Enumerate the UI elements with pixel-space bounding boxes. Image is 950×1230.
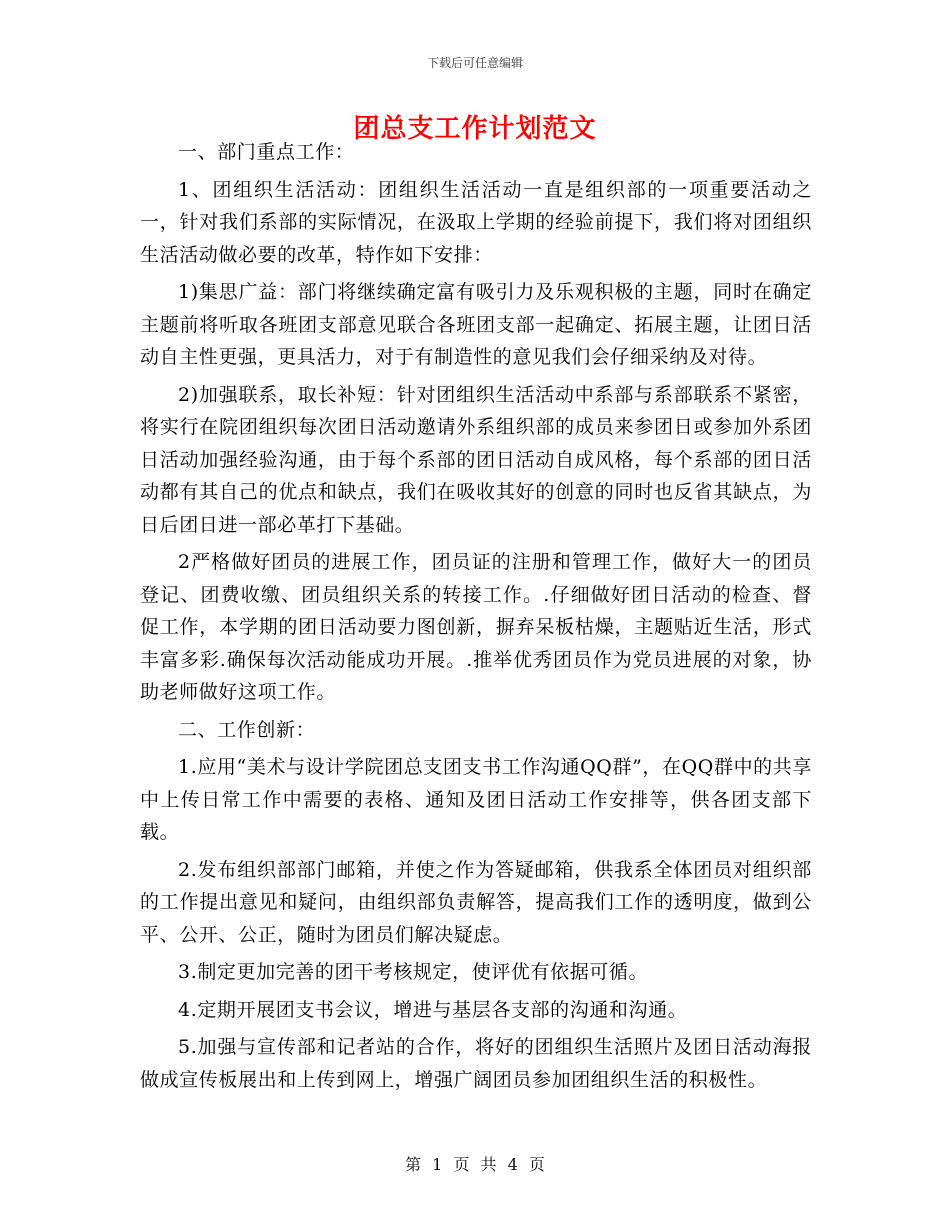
- section-heading-key-work: 一、部门重点工作：: [178, 141, 355, 163]
- paragraph-brainstorm: 1)集思广益：部门将继续确定富有吸引力及乐观积极的主题，同时在确定主题前将听取各班团支部意见联合各班团支部一起确定、拓展主题，让团日活动自主性更强，更具活力，对于有制造性的意见我们会仔细采纳及对待。: [140, 281, 812, 368]
- document-title: 团总支工作计划范文: [353, 114, 597, 144]
- paragraph-publicity-cooperation: 5.加强与宣传部和记者站的合作，将好的团组织生活照片及团日活动海报做成宣传板展出和上传到网上，增强广阔团员参加团组织生活的积极性。: [140, 1036, 812, 1091]
- paragraph-assessment-rules: 3.制定更加完善的团干考核规定，使评优有依据可循。: [178, 961, 649, 983]
- paragraph-mailbox: 2.发布组织部部门邮箱，并使之作为答疑邮箱，供我系全体团员对组织部的工作提出意见和疑问，由组织部负责解答，提高我们工作的透明度，做到公平、公开、公正，随时为团员们解决疑虑。: [140, 858, 812, 946]
- section-heading-innovation: 二、工作创新：: [178, 718, 316, 741]
- paragraph-secretary-meetings: 4.定期开展团支书会议，增进与基层各支部的沟通和沟通。: [178, 998, 688, 1021]
- document-body: [140, 136, 812, 1101]
- paragraph-qq-group: 1.应用“美术与设计学院团总支团支书工作沟通QQ群”，在QQ群中的共享中上传日常工作中需要的表格、通知及团日活动工作安排等，供各团支部下载。: [140, 756, 812, 843]
- page-footer: 第 1 页 共 4 页: [405, 1155, 545, 1174]
- paragraph-org-life-activities: 1、团组织生活活动：团组织生活活动一直是组织部的一项重要活动之一，针对我们系部的实际情况，在汲取上学期的经验前提下，我们将对团组织生活活动做必要的改革，特作如下安排：: [140, 178, 812, 266]
- header-note: 下载后可任意编辑: [426, 56, 523, 70]
- paragraph-member-development: 2严格做好团员的进展工作，团员证的注册和管理工作，做好大一的团员登记、团费收缴、团员组织关系的转接工作。.仔细做好团日活动的检查、督促工作，本学期的团日活动要力图创新，摒弃呆板枯燥，主题贴近生活，形式丰富多彩.确保每次活动能成功开展。.推举优秀团员作为党员进展的对象，协助老师做好这项工作。: [140, 551, 812, 703]
- paragraph-strengthen-contact: 2)加强联系，取长补短：针对团组织生活活动中系部与系部联系不紧密，将实行在院团组织每次团日活动邀请外系组织部的成员来参团日或参加外系团日活动加强经验沟通，由于每个系部的团日活动自成风格，每个系部的团日活动都有其自己的优点和缺点，我们在吸收其好的创意的同时也反省其缺点，为日后团日进一部必革打下基础。: [140, 383, 812, 536]
